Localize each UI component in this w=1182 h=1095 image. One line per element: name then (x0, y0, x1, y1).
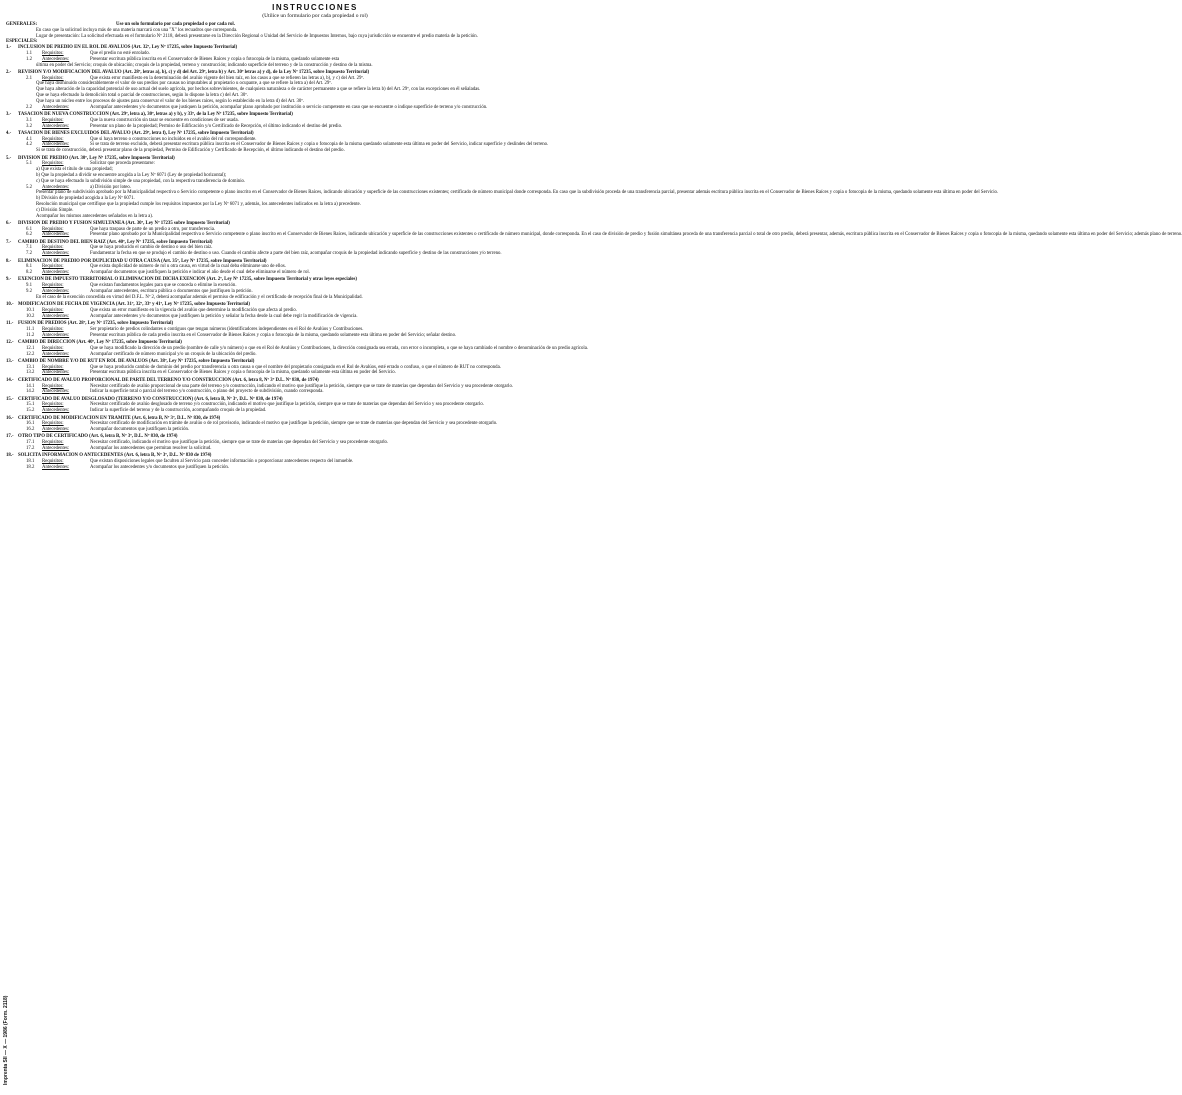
general-line: Use un solo formulario por cada propiedad o por cada rol. (116, 22, 235, 27)
subsection-label: Requisitos: (42, 136, 64, 142)
subsection-text: Que si haya terreno o construcciones no incluidos en el avalúo del rol correspondiente. (90, 136, 257, 142)
section-title: SOLICITA INFORMACION O ANTECEDENTES (Art. 6, letra B, Nº 3º, D.L. Nº 830 de 1974) (18, 453, 212, 459)
subsection-number: 5.1 (26, 161, 32, 167)
subsection-text: Ser propietario de predios colindantes o contiguos que tengan números (identificadores independientes en el Rol de Avalúos y Contribuciones. (90, 326, 364, 332)
continuation-line: Que haya alteración de la capacidad potencial de uso actual del suelo agrícola, por hechos sobrevinientes, de cualquiera naturaleza o de carácter permanente a que se refiere la letra b) del Art. 29º, con las excepciones en él señaladas. (36, 87, 481, 93)
subsection-number: 7.2 (26, 251, 32, 257)
subsection-number: 13.1 (26, 364, 35, 370)
subsection-number: 17.1 (26, 440, 35, 446)
subsection-text: Necesitar certificado de avalúo desglosado de terreno y/o construcción, indicando el motivo que justifique la petición, siempre que se trate de materias que dependan del Servicio y sea procedente otorgarlo. (90, 402, 484, 408)
subsection-number: 3.2 (26, 123, 32, 129)
continuation-line: b) División de propiedad acogida a la Ley Nº 6071. (36, 196, 135, 202)
subsection-label: Antecedentes: (42, 332, 70, 338)
instructions-body (6, 22, 1182, 1090)
continuation-line: c) Que se haya efectuado la subdivisión simple de una propiedad, con la respectiva transferencia de dominio. (36, 178, 246, 184)
subsection-label: Requisitos: (42, 383, 64, 389)
section-title: FUSION DE PREDIOS (Art. 28º, Ley Nº 17235, sobre Impuesto Territorial) (18, 321, 174, 327)
subsection-label: Antecedentes: (42, 289, 70, 295)
subsection-label: Antecedentes: (42, 184, 70, 190)
subsection-label: Antecedentes: (42, 104, 70, 110)
section-number: 4.- (6, 130, 12, 136)
continuation-line: Que haya un núcleo entre los procesos de ajustes para conservar el valor de los bienes raíces, según lo establecido en la letra d) del Art. 30º. (36, 98, 305, 104)
subsection-number: 9.2 (26, 289, 32, 295)
subsection-label: Requisitos: (42, 161, 64, 167)
subsection-label: Antecedentes: (42, 251, 70, 257)
subsection-text: Acompañar los antecedentes y/o documentos que justifiquen la petición. (90, 464, 229, 470)
subsection-label: Requisitos: (42, 440, 64, 446)
section-title: TASACION DE BIENES EXCLUIDOS DEL AVALUO (Art. 29º, letra f), Ley Nº 17235, sobre Impuesto Territorial) (18, 130, 254, 136)
subsection-label: Requisitos: (42, 459, 64, 465)
continuation-line: Que se haya efectuado la demolición total o parcial de construcciones, según lo dispone la letra c) del Art. 30º. (36, 93, 248, 99)
subsection-number: 4.2 (26, 142, 32, 148)
subsection-number: 2.2 (26, 104, 32, 110)
general-label: GENERALES: (6, 22, 38, 27)
subsection-text: Que exista error manifiesto en la determinación del avalúo vigente del bien raíz, en los casos a que se refieren las letras a), b), y c) del Art. 29º. (90, 75, 365, 81)
subsection-text: Presentar escritura pública de cada predio inscrita en el Conservador de Bienes Raíces y copia o fotocopia de la misma, quedando solamente esta última en poder del Servicio; señalar destino. (90, 332, 457, 338)
subsection-text: Presentar plano aprobado por la Municipalidad respectiva o Servicio competente o plano inscrito en el Conservador de Bienes Raíces, indicando ubicación y superficie de las construcciones existentes o certificado de número municipal, donde corresponda. En el caso de división de predio y fusión simultánea proceda de una transferencia parcial o total de otro predio, deberá presentar, además, escritura pública inscrita en el Conservador de Bienes Raíces y copia o fotocopia de la misma, quedando solamente esta última en poder del Servicio; además plano de terreno. (90, 232, 1182, 238)
subsection-label: Antecedentes: (42, 123, 70, 129)
subsection-label: Requisitos: (42, 364, 64, 370)
subsection-number: 11.1 (26, 326, 35, 332)
section-title: ELIMINACION DE PREDIO POR DUPLICIDAD U OTRA CAUSA (Art. 35º, Ley Nº 17235, sobre Impuesto Territorial) (18, 258, 267, 264)
subsection-text: Acompañar los antecedentes que permitan resolver la solicitud. (90, 445, 212, 451)
continuation-line: Que haya disminuido considerablemente el valor de sus predios por causas no imputables al propietario u ocupante, a que se refiere la letra a) del Art. 29º. (36, 81, 332, 87)
subsection-label: Requisitos: (42, 421, 64, 427)
continuation-line: Acompañar los mismos antecedentes señalados en la letra a). (36, 213, 154, 219)
subsection-line (6, 232, 1182, 238)
subsection-number: 11.2 (26, 332, 35, 338)
subsection-text: Que se haya producido el cambio de destino o uso del bien raíz. (90, 245, 213, 251)
subsection-text: Acompañar documentos que justifiquen la petición e indicar el año desde el cual debe eliminarse el número de rol. (90, 270, 310, 276)
subsection-label: Antecedentes: (42, 270, 70, 276)
section-title: REVISION Y/O MODIFICACION DEL AVALUO (Art. 28º, letras a), b), c) y d) del Art. 29º, letra b) y Art. 30º letras a) y d), de la Ley Nº 17235, sobre Impuesto Territorial) (18, 69, 370, 75)
subsection-label: Requisitos: (42, 402, 64, 408)
section-number: 6.- (6, 220, 12, 226)
subsection-label: Antecedentes: (42, 56, 70, 62)
subsection-label: Requisitos: (42, 245, 64, 251)
subsection-text: Acompañar certificado de número municipal y/o un croquis de la ubicación del predio. (90, 351, 257, 357)
subsection-number: 4.1 (26, 136, 32, 142)
subsection-number: 16.2 (26, 427, 35, 433)
subsection-text: Acompañar antecedentes, escritura pública o documentos que justifiquen la petición. (90, 289, 253, 295)
subsection-text: Que haya traspaso de parte de un predio a otro, por transferencia. (90, 226, 216, 232)
subsection-number: 1.1 (26, 50, 32, 56)
subsection-text: Acompañar antecedentes y/o documentos que justiquen la petición, acompañar plano aprobado por institución o servicio competente en caso que se encuentre o indique superficie de terreno y/o construcción. (90, 104, 488, 110)
subsection-label: Requisitos: (42, 345, 64, 351)
subsection-text: Que el predio no esté enrolado. (90, 50, 150, 56)
subsection-label: Requisitos: (42, 307, 64, 313)
subsection-number: 6.1 (26, 226, 32, 232)
section-number: 5.- (6, 155, 12, 161)
subsection-number: 3.1 (26, 117, 32, 123)
subsection-number: 2.1 (26, 75, 32, 81)
subsection-label: Requisitos: (42, 117, 64, 123)
subsection-number: 12.2 (26, 351, 35, 357)
section-title: CERTIFICADO DE MODIFICACION EN TRAMITE (Art. 6, letra B, Nº 3º, D.L. Nº 830, de 1974) (18, 415, 221, 421)
subsection-number: 12.1 (26, 345, 35, 351)
section-number: 16.- (6, 415, 14, 421)
subsection-text: Acompañar antecedentes y/o documentos que justifiquen la petición y señalar la fecha desde la cual debe regir la modificación de vigencia. (90, 313, 358, 319)
section-title: MODIFICACION DE FECHA DE VIGENCIA (Art. 31º, 32º, 33º y 41º, Ley Nº 17235, sobre Impuesto Territorial) (18, 302, 250, 308)
section-number: 15.- (6, 396, 14, 402)
subsection-number: 18.2 (26, 464, 35, 470)
subsection-text: Necesitar certificado de modificación en trámite de avalúo o de rol provisorio, indicando el motivo que justifique la petición, siempre que se trate de materias que dependan del Servicio y sea procedente otorgarlo. (90, 421, 498, 427)
continuation-line: c) División Simple. (36, 207, 74, 213)
subsection-text: Que existan disposiciones legales que faculten al Servicio para conceder información o proporcionar antecedentes respecto del inmueble. (90, 459, 354, 465)
section-title: CAMBIO DE NOMBRE Y/O DE RUT EN ROL DE AVALUOS (Art. 38º, Ley Nº 17235, sobre Impuesto Territorial) (18, 358, 255, 364)
section-number: 13.- (6, 358, 14, 364)
subsection-number: 14.2 (26, 389, 35, 395)
subsection-label: Antecedentes: (42, 408, 70, 414)
section-number: 7.- (6, 239, 12, 245)
subsection-text: Que se haya modificado la dirección de un predio (nombre de calle y/o número) o que en el Rol de Avalúos y Contribuciones, la dirección consignada sea errada, con error o incompleta, o que se haya cambiado el nombre o denominación de un predio agrícola. (90, 345, 589, 351)
section-number: 9.- (6, 277, 12, 283)
section-number: 12.- (6, 339, 14, 345)
subsection-label: Antecedentes: (42, 232, 70, 238)
section-title: DIVISION DE PREDIO Y FUSION SIMULTANEA (Art. 30º, Ley Nº 17235 sobre Impuesto Territorial) (18, 220, 230, 226)
general-line: En caso que la solicitud incluya más de una materia marcará con una "X" los recuadros que corresponda. (36, 27, 238, 33)
subsection-number: 15.2 (26, 408, 35, 414)
subsection-label: Antecedentes: (42, 142, 70, 148)
section-number: 2.- (6, 69, 12, 75)
subsection-number: 8.1 (26, 264, 32, 270)
section-number: 3.- (6, 111, 12, 117)
subsection-text: Indicar la superficie total o parcial del terreno y/o construcción, o plano del proyecto de subdivisión, cuando corresponda. (90, 389, 324, 395)
subsection-number: 16.1 (26, 421, 35, 427)
continuation-line: última en poder del Servicio; croquis de ubicación; croquis de la propiedad, terreno y construcción; indicando superficie del terreno y de la construcción y destino de la misma. (36, 62, 373, 68)
continuation-line: Resolución municipal que certifique que la propiedad cumple los requisitos impuestos por la Ley Nº 6071 y, además, los antecedentes indicados en la letra a) precedente. (36, 201, 361, 207)
subsection-text: Que la nueva construcción sin tasar se encuentre en condiciones de ser usada. (90, 117, 239, 123)
section-number: 18.- (6, 453, 14, 459)
section-title: INCLUSION DE PREDIO EN EL ROL DE AVALUOS (Art. 32º, Ley Nº 17235, sobre Impuesto Territorial) (18, 45, 238, 51)
subsection-number: 9.1 (26, 283, 32, 289)
subsection-label: Requisitos: (42, 50, 64, 56)
subsection-text: Acompañar documentos que justifiquen la petición. (90, 427, 190, 433)
section-title: CERTIFICADO DE AVALUO PROPORCIONAL DE PARTE DEL TERRENO Y/O CONSTRUCCION (Art. 6, letra 8, Nº 3º D.L. Nº 830, de 1974) (18, 377, 319, 383)
section-number: 11.- (6, 321, 14, 327)
section-number: 1.- (6, 45, 12, 51)
subsection-text: Si se trata de terreno excluido, deberá presentar escritura pública inscrita en el Conservador de Bienes Raíces y copia o fotocopia de la misma quedando solamente esta última en poder del Servicio, indicar superficie y deslindes del terreno. (90, 142, 549, 148)
subsection-number: 6.2 (26, 232, 32, 238)
subsection-text: Presentar un plano de la propiedad; Permiso de Edificación y/o Certificado de Recepción, el último indicando el destino del predio. (90, 123, 343, 129)
section-number: 8.- (6, 258, 12, 264)
subsection-text: Presentar escritura pública inscrita en el Conservador de Bienes Raíces y copia o fotocopia de la misma, quedando solamente esta (90, 56, 340, 62)
subsection-label: Antecedentes: (42, 313, 70, 319)
subsection-number: 15.1 (26, 402, 35, 408)
section-title: CAMBIO DE DESTINO DEL BIEN RAIZ (Art. 40º, Ley Nº 17235, sobre Impuesto Territorial) (18, 239, 213, 245)
subsection-label: Antecedentes: (42, 445, 70, 451)
continuation-line: Si se trata de construcción, deberá presentar plano de la propiedad, Permiso de Edificación y Certificado de Recepción, el último indicando el destino del predio. (36, 148, 345, 154)
subsection-label: Antecedentes: (42, 464, 70, 470)
section-number: 17.- (6, 434, 14, 440)
subsection-label: Requisitos: (42, 283, 64, 289)
section-title: OTRO TIPO DE CERTIFICADO (Art. 6, letra B, Nº 3º, D.L. Nº 830, de 1974) (18, 434, 178, 440)
subsection-label: Antecedentes: (42, 370, 70, 376)
section-number: 10.- (6, 302, 14, 308)
subsection-text: Necesitar certificado de avalúo proporcional de una parte del terreno y/o construcción, indicando el motivo que justifique la petición, siempre que se trate de materias que dependan del Servicio y sea procedente otorgarlo. (90, 383, 514, 389)
subsection-number: 7.1 (26, 245, 32, 251)
subsection-text: Que se haya producido cambio de dominio del predio por transferencia u otra causa o que el nombre del propietario consignado en el Rol de Avalúos, esté errado o confuso, o que el número de RUT no corresponda. (90, 364, 501, 370)
subsection-text: Indicar la superficie del terreno y de la construcción, acompañando croquis de la propiedad. (90, 408, 267, 414)
section-title: TASACION DE NUEVA CONSTRUCCION (Art. 29º, letra a), 30º, letras a) y b), y 33º, de la Ley Nº 17235, sobre Impuesto Territorial) (18, 111, 293, 117)
subsection-number: 5.2 (26, 184, 32, 190)
subsection-number: 10.1 (26, 307, 35, 313)
subsection-label: Requisitos: (42, 326, 64, 332)
especiales-label: ESPECIALES: (6, 39, 38, 45)
section-title: CERTIFICADO DE AVALUO DESGLOSADO (TERRENO Y/O CONSTRUCCION) (Art. 6, letra B, Nº 3º, D.L. Nº 830, de 1974) (18, 396, 283, 402)
subsection-text: a) División por loteo. (90, 184, 132, 190)
subsection-number: 14.1 (26, 383, 35, 389)
sections-list (6, 45, 1182, 472)
continuation-line: a) Que exista el título de una propiedad; (36, 167, 113, 173)
subsection-label: Antecedentes: (42, 389, 70, 395)
section-title: CAMBIO DE DIRECCION (Art. 40º, Ley Nº 17235, sobre Impuesto Territorial) (18, 339, 182, 345)
subsection-number: 18.1 (26, 459, 35, 465)
general-line: Lugar de presentación: La solicitud efectuada en el formulario Nº 2118, deberá presentarse en la Dirección Regional o Unidad del Servicio de Impuestos Internos, bajo cuya jurisdicción se encuentre el predio materia de la petición. (36, 33, 478, 39)
side-note: Imprenta SII — X — 1986 (Form. 2118) (3, 995, 9, 1085)
subsection-label: Antecedentes: (42, 351, 70, 357)
subsection-label: Requisitos: (42, 75, 64, 81)
subsection-text: Que exista un error manifiesto en la vigencia del avalúo que determine la modificación que afecta al predio. (90, 307, 297, 313)
section-title: DIVISION DE PREDIO (Art. 30º, Ley Nº 17235, sobre Impuesto Territorial) (18, 155, 175, 161)
subsection-text: Necesitar certificado, indicando el motivo que justifique la petición, siempre que se trate de materias que dependan del Servicio y sea procedente otorgarlo. (90, 440, 389, 446)
subsection-number: 1.2 (26, 56, 32, 62)
subsection-number: 17.2 (26, 445, 35, 451)
continuation-line: Presentar plano de subdivisión aprobado por la Municipalidad respectiva o Servicio competente o plano inscrito en el Conservador de Bienes Raíces, indicando ubicación y superficie de las construcciones existentes; certificado de número municipal donde corresponda. En caso que la subdivisión proceda de una transferencia parcial, presentar además escritura pública inscrita en el Conservador de Bienes Raíces y copia o fotocopia de la misma, quedando solamente esta última en poder del Servicio. (36, 190, 999, 196)
subsection-label: Requisitos: (42, 264, 64, 270)
subsection-text: Que existan fundamentos legales para que se conceda o elimine la exención. (90, 283, 237, 289)
subsection-text: Solicitar que proceda presentarse: (90, 161, 155, 167)
subsection-text: Fundamentar la fecha en que se produjo el cambio de destino o uso. Cuando el cambio afecte a parte del bien raíz, acompañar croquis de la propiedad indicando superficie y destino de las construcciones y/o terreno. (90, 251, 502, 257)
continuation-line: b) Que la propiedad a dividir se encuentre acogida a la Ley Nº 6071 (Ley de propiedad horizontal); (36, 172, 227, 178)
subsection-number: 8.2 (26, 270, 32, 276)
subsection-label: Requisitos: (42, 226, 64, 232)
page-title: INSTRUCCIONES (272, 3, 358, 12)
subsection-text: Que exista duplicidad de número de rol u otra causa, en virtud de la cual deba eliminarse uno de ellos. (90, 264, 286, 270)
subsection-label: Antecedentes: (42, 427, 70, 433)
section-gap (6, 471, 626, 473)
section-number: 14.- (6, 377, 14, 383)
page-subtitle: (Utilice un formulario por cada propiedad o rol) (262, 13, 368, 19)
subsection-text: Presentar escritura pública inscrita en el Conservador de Bienes Raíces y copia o fotocopia de la misma, quedando solamente esta última en poder del Servicio. (90, 370, 396, 376)
section-title: EXENCION DE IMPUESTO TERRITORIAL O ELIMINACION DE DICHA EXENCION (Art. 2º, Ley Nº 17235, sobre Impuesto Territorial y otras leyes especiales) (18, 277, 358, 283)
subsection-number: 13.2 (26, 370, 35, 376)
continuation-line: En el caso de la exención concedida en virtud del D.F.L. Nº 2, deberá acompañar además el permiso de edificación y el certificado de recepción final de la Municipalidad. (36, 294, 363, 300)
subsection-number: 10.2 (26, 313, 35, 319)
